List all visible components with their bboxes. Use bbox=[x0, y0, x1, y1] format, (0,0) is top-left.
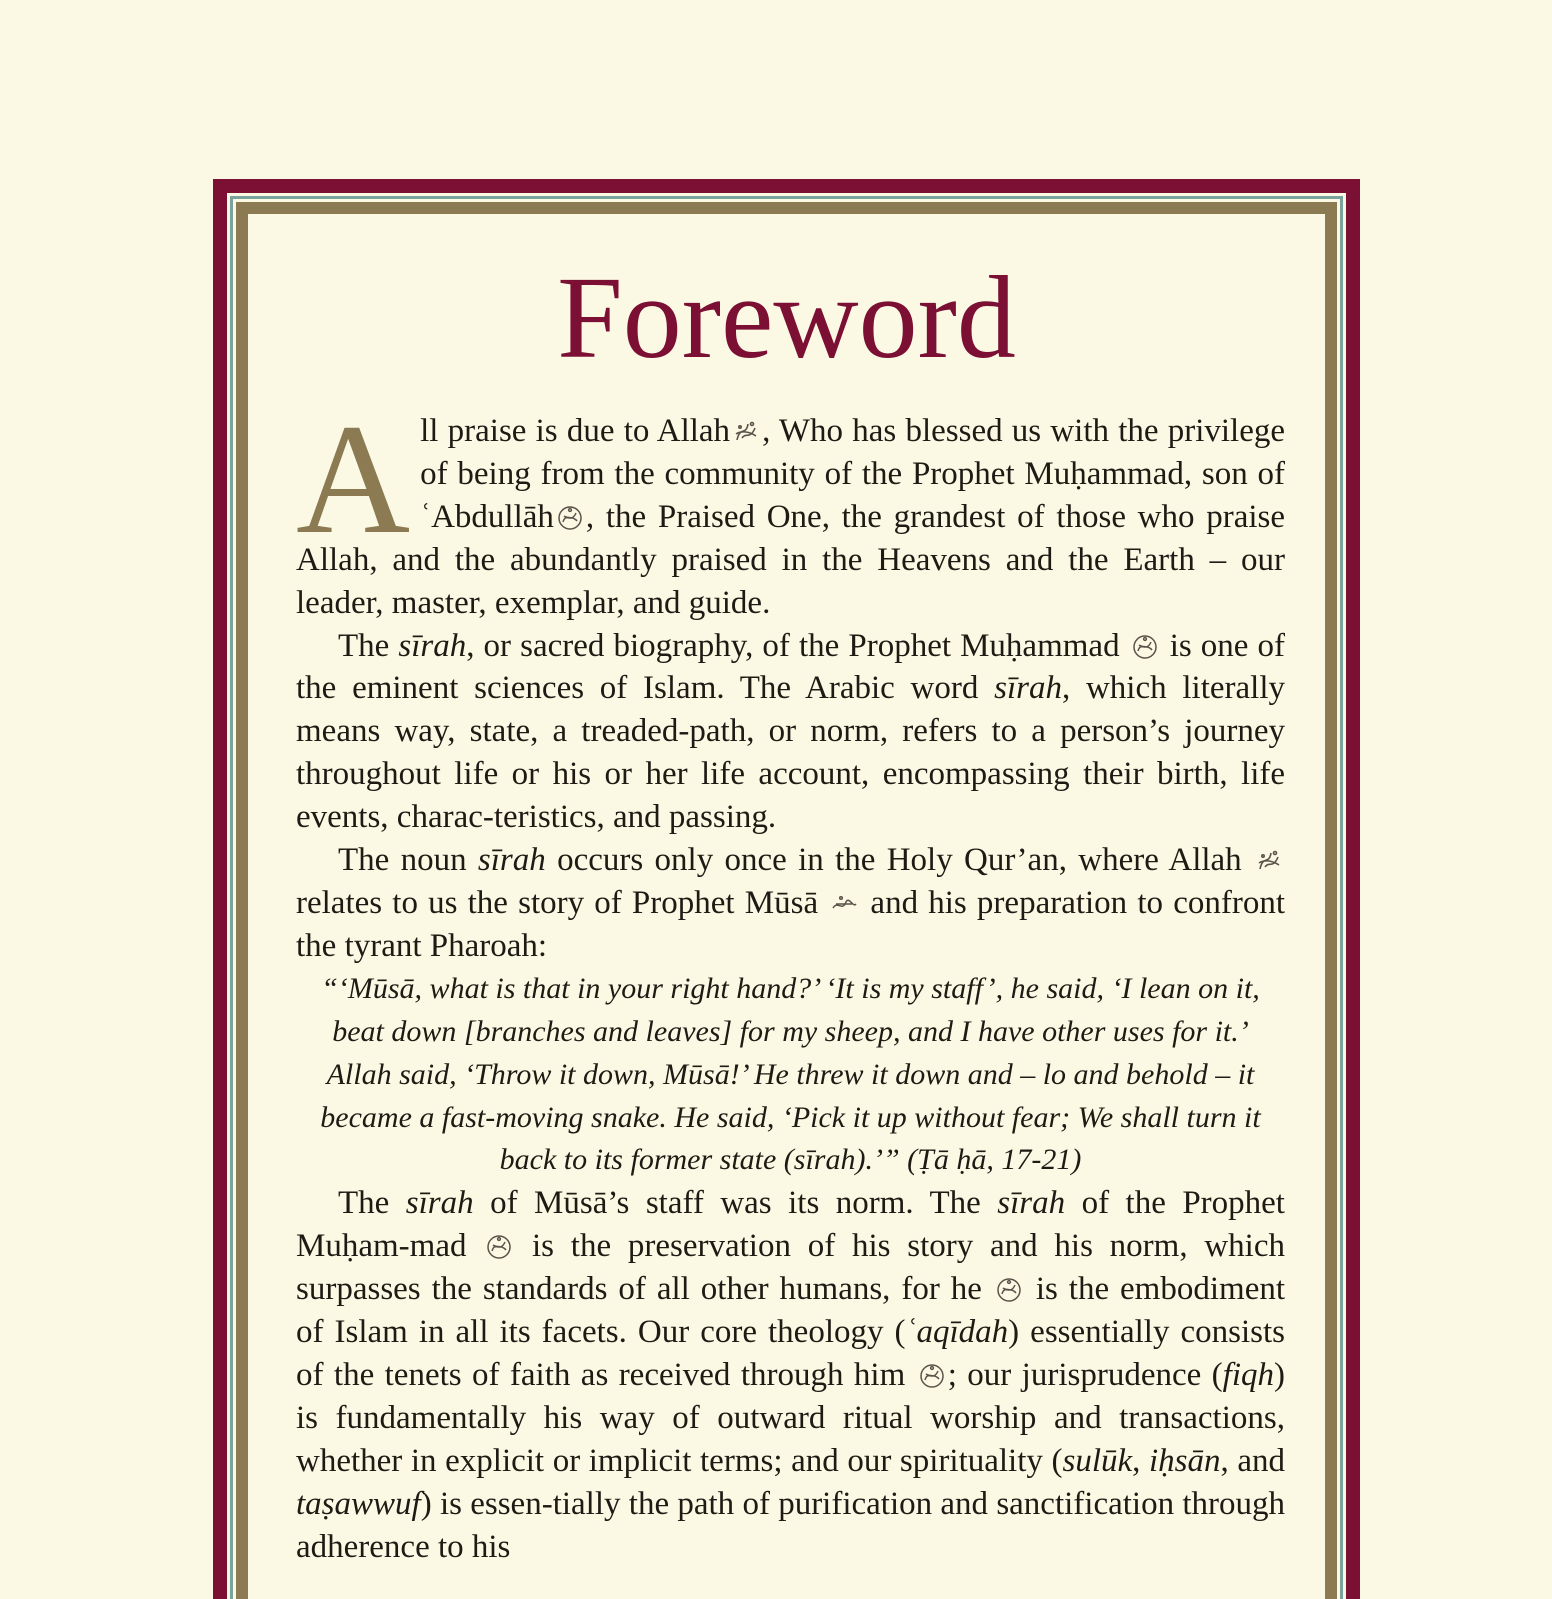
paragraph-4 bbox=[296, 1182, 1285, 1568]
paragraph-3 bbox=[296, 839, 1285, 968]
paragraph-1 bbox=[296, 392, 1285, 625]
p3-text-c: relates to us the story of Prophet Mūsā bbox=[296, 884, 819, 921]
p4-term-aqidah: ʿaqīdah bbox=[905, 1314, 1009, 1351]
salla-allahu-alayhi-wa-sallam-icon bbox=[995, 1276, 1023, 1304]
p4-term-sirah: sīrah bbox=[405, 1185, 474, 1222]
salla-allahu-alayhi-wa-sallam-icon bbox=[556, 504, 584, 532]
subhanahu-wa-taala-icon bbox=[732, 418, 760, 446]
p2-term-sirah-2: sīrah bbox=[994, 670, 1062, 707]
p4-text-c: of the Prophet Muḥam-mad bbox=[296, 1185, 1285, 1265]
drop-cap: A bbox=[296, 392, 411, 567]
p3-text-b: occurs only once in the Holy Qur’an, where Allah bbox=[545, 842, 1242, 879]
p1-text-b: , Who has blessed us with the privilege of being from the community of the Prophet Muḥammad, son of ʿAbdullāh bbox=[420, 413, 1285, 535]
salla-allahu-alayhi-wa-sallam-icon bbox=[485, 1233, 513, 1261]
p4-text-j: , and bbox=[1220, 1442, 1286, 1479]
p3-term-sirah: sīrah bbox=[477, 842, 546, 879]
p4-term-fiqh: fiqh bbox=[1222, 1356, 1275, 1393]
quran-quote: “‘Mūsā, what is that in your right hand?’ ‘It is my staff’, he said, ‘I lean on it, beat down [branches and leaves] for my sheep, and I have other uses for it.’ Allah said, ‘Throw it down, Mūsā!’ He threw it down and – lo and behold – it became a fast-moving snake. He said, ‘Pick it up without fear; We shall turn it back to its former state (sīrah).’” (Ṭā ḥā, 17-21) bbox=[320, 971, 1261, 1177]
p4-text-b: of Mūsā’s staff was its norm. The bbox=[473, 1185, 998, 1222]
p4-text-a: The bbox=[338, 1185, 406, 1222]
alayhi-as-salam-icon bbox=[830, 890, 858, 918]
p3-text-d: and his preparation to confront the tyrant Pharoah: bbox=[296, 884, 1285, 964]
p4-term-sirah-2: sīrah bbox=[997, 1185, 1066, 1222]
p4-term-suluk: sulūk bbox=[1062, 1442, 1133, 1479]
p4-text-f: ) essentially consists of the tenets of faith as received through him bbox=[296, 1314, 1285, 1393]
p4-text-i: , bbox=[1132, 1442, 1149, 1479]
p3-text-a: The noun bbox=[338, 842, 478, 879]
p2-text-c: is one of the eminent sciences of Islam. The Arabic word bbox=[296, 627, 1286, 707]
p4-text-e: is the embodiment of Islam in all its facets. Our core theology ( bbox=[296, 1271, 1286, 1351]
p4-term-tasawwuf: taṣawwuf bbox=[296, 1485, 421, 1522]
p4-term-ihsan: iḥsān bbox=[1149, 1442, 1221, 1479]
page-title: Foreword bbox=[557, 252, 1016, 383]
p4-text-k: ) is essen-tially the path of purification and sanctification through adherence to his bbox=[296, 1485, 1285, 1565]
p2-text-a: The bbox=[338, 627, 399, 664]
salla-allahu-alayhi-wa-sallam-icon bbox=[918, 1362, 946, 1390]
p2-text-d: , which literally means way, state, a treaded-path, or norm, refers to a person’s journey throughout life or his or her life account, encompassing their birth, life events, charac-teristics, and passing. bbox=[296, 670, 1285, 836]
p4-text-h: ) is fundamentally his way of outward ritual worship and transactions, whether in explicit or implicit terms; and our spirituality ( bbox=[296, 1356, 1286, 1479]
salla-allahu-alayhi-wa-sallam-icon bbox=[1131, 633, 1159, 661]
paragraph-2 bbox=[296, 625, 1285, 840]
p2-term-sirah: sīrah bbox=[398, 627, 467, 664]
subhanahu-wa-taala-icon bbox=[1255, 847, 1283, 875]
p2-text-b: , or sacred biography, of the Prophet Muḥammad bbox=[466, 627, 1120, 664]
foreword-body bbox=[296, 392, 1286, 1568]
p1-text-a: ll praise is due to Allah bbox=[420, 413, 731, 449]
p4-text-d: is the preservation of his story and his norm, which surpasses the standards of all other humans, for he bbox=[296, 1228, 1285, 1308]
p1-text-c: , the Praised One, the grandest of those who praise Allah, and the abundantly praised in the Heavens and the Earth – our leader, master, exemplar, and guide. bbox=[296, 498, 1285, 621]
p4-text-g: ; our jurisprudence ( bbox=[947, 1356, 1223, 1393]
